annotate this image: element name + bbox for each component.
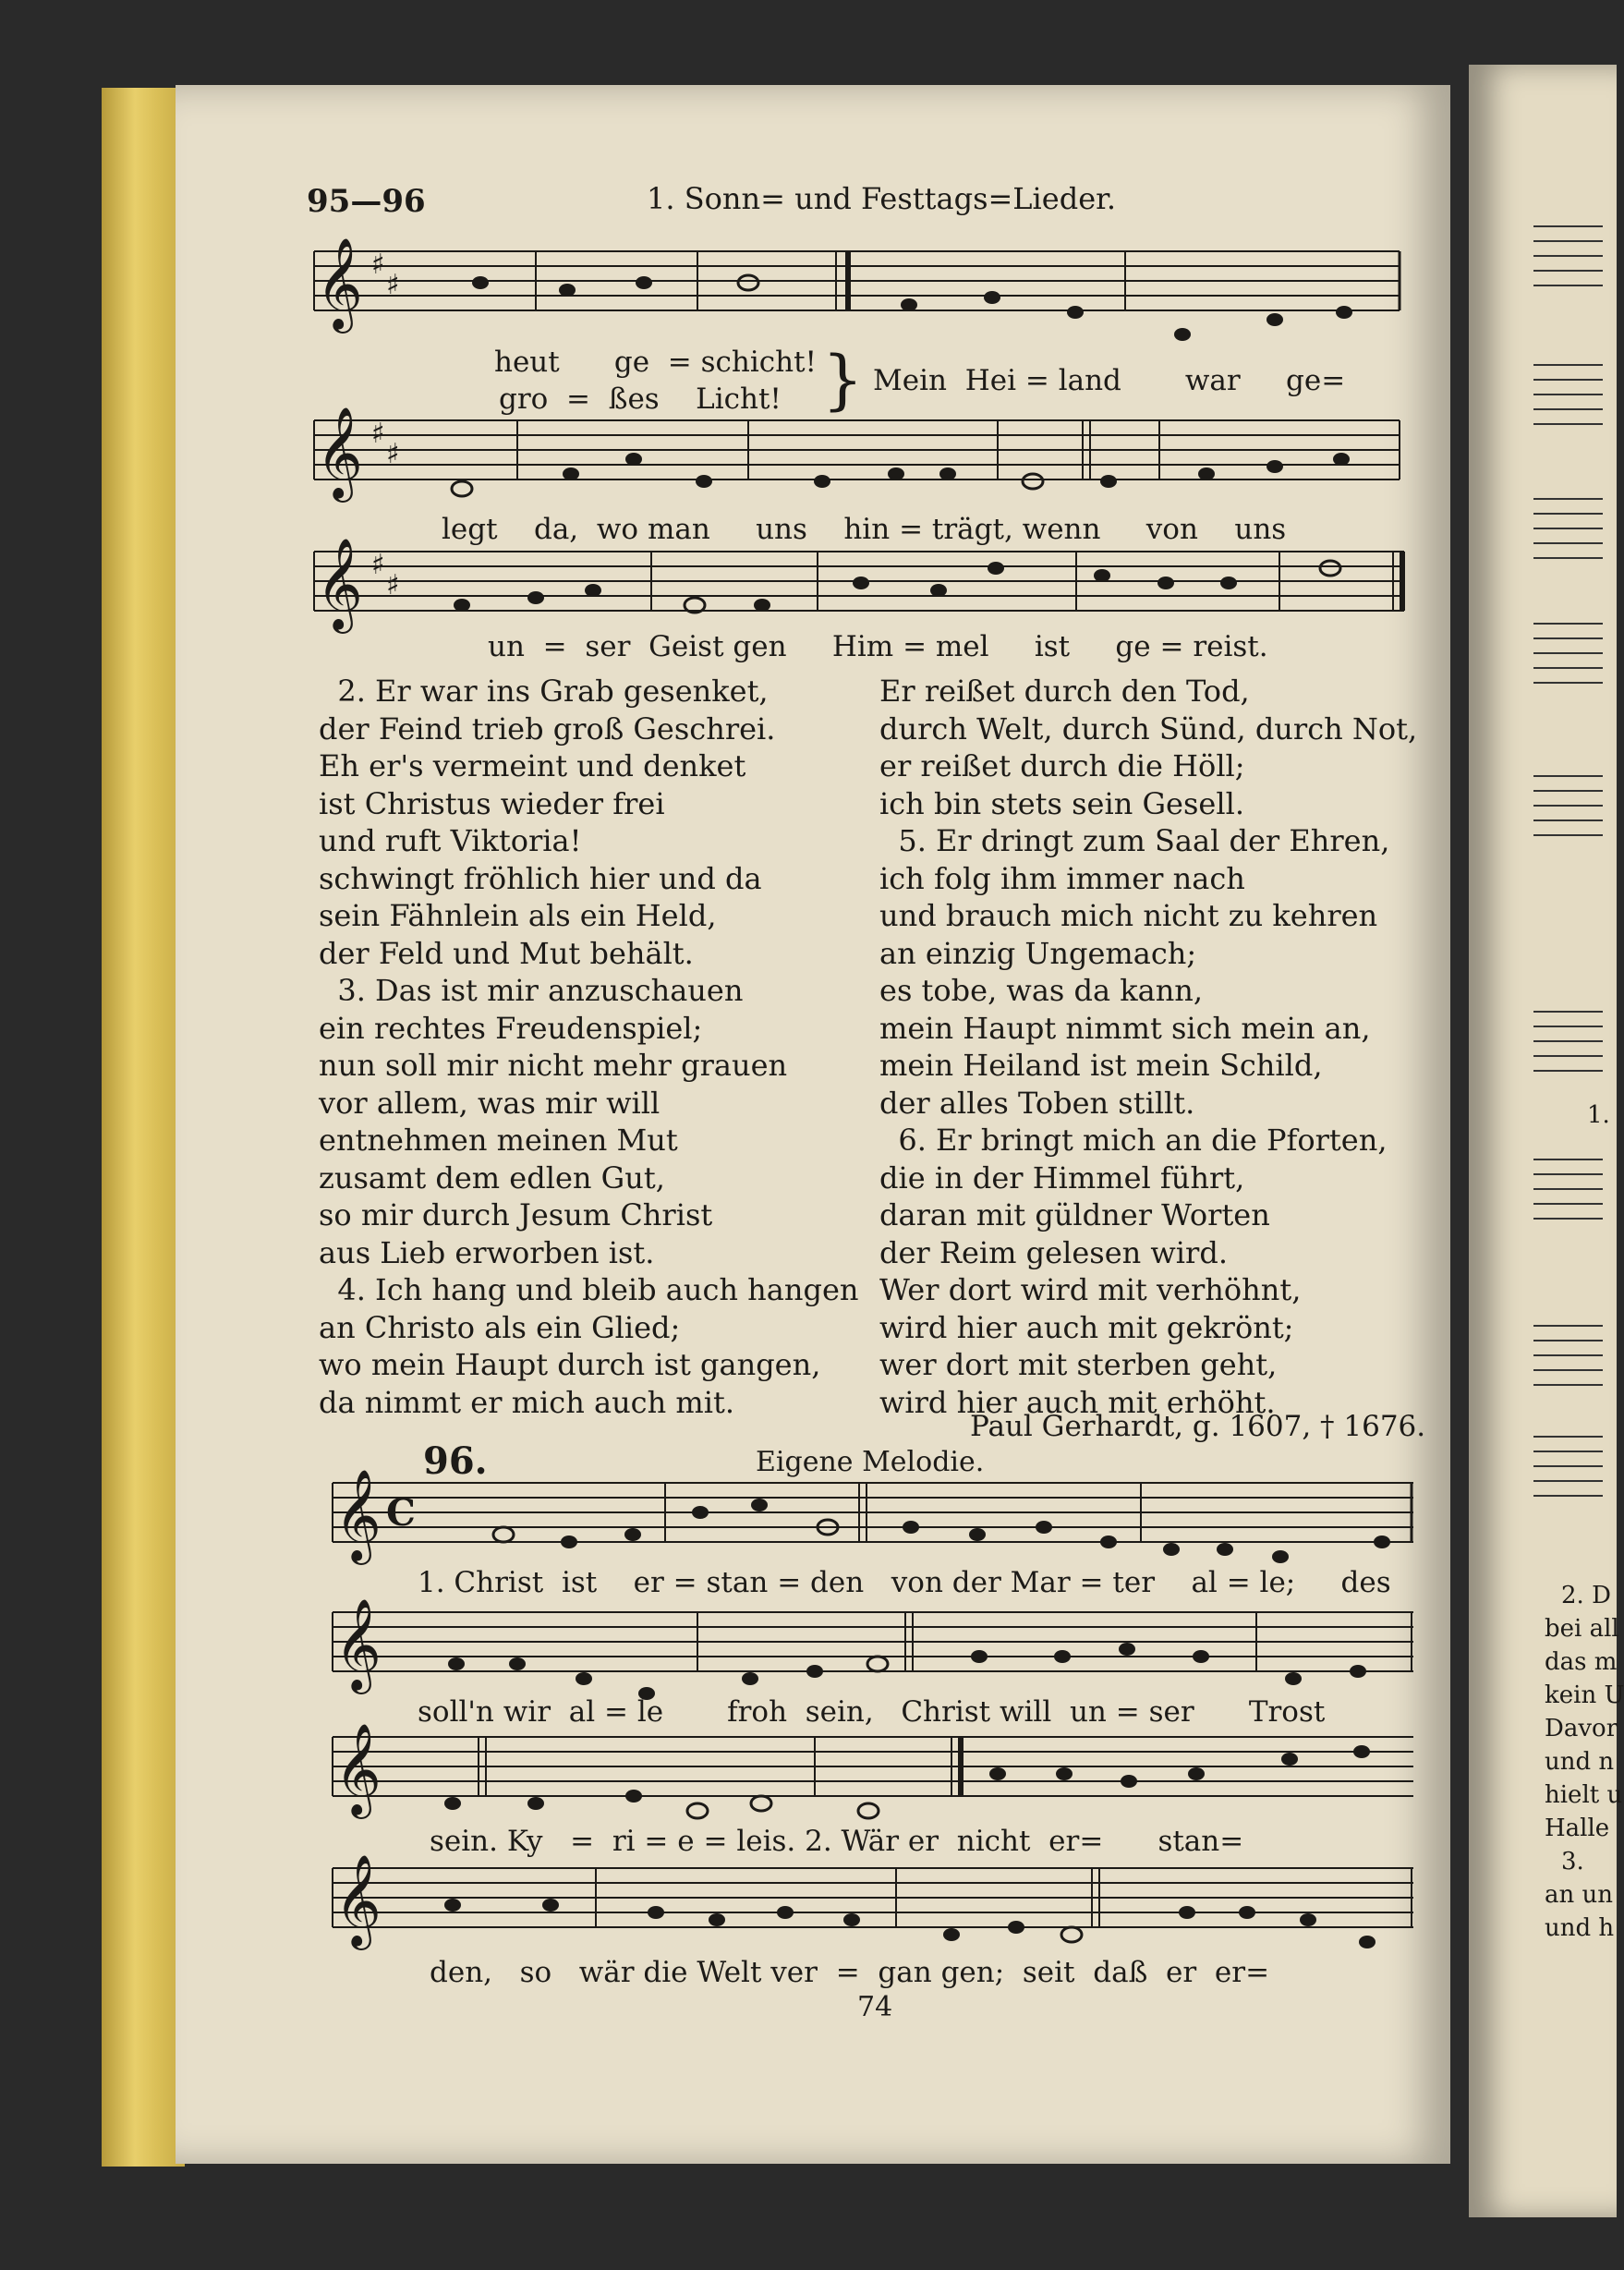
treble-clef-icon: 𝄞 xyxy=(316,538,363,630)
hymn-range: 95—96 xyxy=(307,183,426,220)
lyrics-95-1c: Mein Hei = land war ge= xyxy=(873,364,1346,397)
svg-text:♯: ♯ xyxy=(371,418,385,450)
treble-clef-icon: 𝄞 xyxy=(316,407,363,499)
lyrics-96-2: soll'n wir al = le froh sein, Christ will un = ser Trost xyxy=(418,1695,1326,1729)
lyrics-95-2: legt da, wo man uns hin = trägt, wenn von uns xyxy=(442,513,1287,546)
staff-96-4 xyxy=(333,1868,1413,1927)
staff-95-2 xyxy=(314,420,1400,479)
margin-fragment: kein U xyxy=(1545,1681,1624,1709)
svg-text:♯: ♯ xyxy=(386,569,400,601)
margin-fragment: das m xyxy=(1545,1648,1618,1676)
margin-fragment: und h xyxy=(1545,1914,1615,1942)
author-attribution: Paul Gerhardt, g. 1607, † 1676. xyxy=(970,1410,1426,1443)
margin-fragment: an un xyxy=(1545,1881,1614,1909)
margin-fragment: bei all xyxy=(1545,1615,1619,1643)
melody-note: Eigene Melodie. xyxy=(756,1446,985,1478)
lyrics-95-3: un = ser Geist gen Him = mel ist ge = reist. xyxy=(488,630,1268,663)
brace-icon: } xyxy=(822,342,864,418)
svg-text:♯: ♯ xyxy=(386,438,400,470)
staff-96-3 xyxy=(333,1737,1413,1796)
svg-text:𝄞: 𝄞 xyxy=(334,1598,382,1691)
treble-clef-icon: 𝄞 xyxy=(334,1469,382,1561)
margin-fragment: Davor xyxy=(1545,1715,1618,1742)
verses-right-column: Er reißet durch den Tod, durch Welt, durch Sünd, durch Not, er reißet durch die Höll; ich bin stets sein Gesell. 5. Er dringt zum Saal der Ehren, ich folg ihm immer nach und brauch mich nicht zu kehren an einzig Ungemach; es tobe, was da kann, mein Haupt nimmt sich mein an, mein Heiland ist mein Schild, der alles Toben stillt. 6. Er bringt mich an die Pforten, die in der Himmel führt, daran mit güldner Worten der Reim gelesen wird. Wer dort wird mit verhöhnt, wird hier auch mit gekrönt; wer dort mit sterben geht, wird hier auch mit erhöht. xyxy=(879,674,1418,1420)
section-title: 1. Sonn= und Festtags=Lieder. xyxy=(647,181,1117,216)
lyrics-96-3: sein. Ky = ri = e = leis. 2. Wär er nicht er= stan= xyxy=(430,1825,1244,1858)
page-number: 74 xyxy=(857,1991,893,2023)
svg-text:♯: ♯ xyxy=(371,549,385,581)
lyrics-95-1b: gro = ßes Licht! xyxy=(499,382,782,416)
staff-right-fragments xyxy=(1533,226,1603,1496)
lyrics-96-4: den, so wär die Welt ver = gan gen; seit daß er er= xyxy=(430,1956,1270,1989)
treble-clef-icon: 𝄞 xyxy=(316,237,363,330)
svg-text:C: C xyxy=(386,1491,416,1535)
svg-text:♯: ♯ xyxy=(386,269,400,301)
staff-96-2 xyxy=(333,1612,1413,1671)
margin-fragment: 2. D xyxy=(1561,1582,1611,1609)
lyrics-95-1a: heut ge = schicht! xyxy=(494,346,818,379)
margin-fragment: 3. xyxy=(1561,1848,1584,1875)
margin-fragment: Halle xyxy=(1545,1815,1610,1842)
margin-fragment: hielt u xyxy=(1545,1781,1623,1809)
svg-text:𝄞: 𝄞 xyxy=(334,1723,382,1815)
svg-text:𝄞: 𝄞 xyxy=(334,1854,382,1947)
sharp-icon: ♯ xyxy=(371,249,385,281)
hymn-number: 96. xyxy=(423,1439,488,1483)
margin-fragment: 1. xyxy=(1587,1101,1610,1129)
margin-fragment: und n xyxy=(1545,1748,1615,1776)
lyrics-96-1: 1. Christ ist er = stan = den von der Mar = ter al = le; des xyxy=(418,1566,1391,1599)
verses-left-column: 2. Er war ins Grab gesenket, der Feind trieb groß Geschrei. Eh er's vermeint und denket ist Christus wieder frei und ruft Viktoria! schwingt fröhlich hier und da sein Fähnlein als ein Held, der Feld und Mut behält. 3. Das ist mir anzuschauen ein rechtes Freudenspiel; nun soll mir nicht mehr grauen vor allem, was mir will entnehmen meinen Mut zusamt dem edlen Gut, so mir durch Jesum Christ aus Lieb erworben ist. 4. Ich hang und bleib auch hangen an Christo als ein Glied; wo mein Haupt durch ist gangen, da nimmt er mich auch mit. xyxy=(319,674,859,1420)
